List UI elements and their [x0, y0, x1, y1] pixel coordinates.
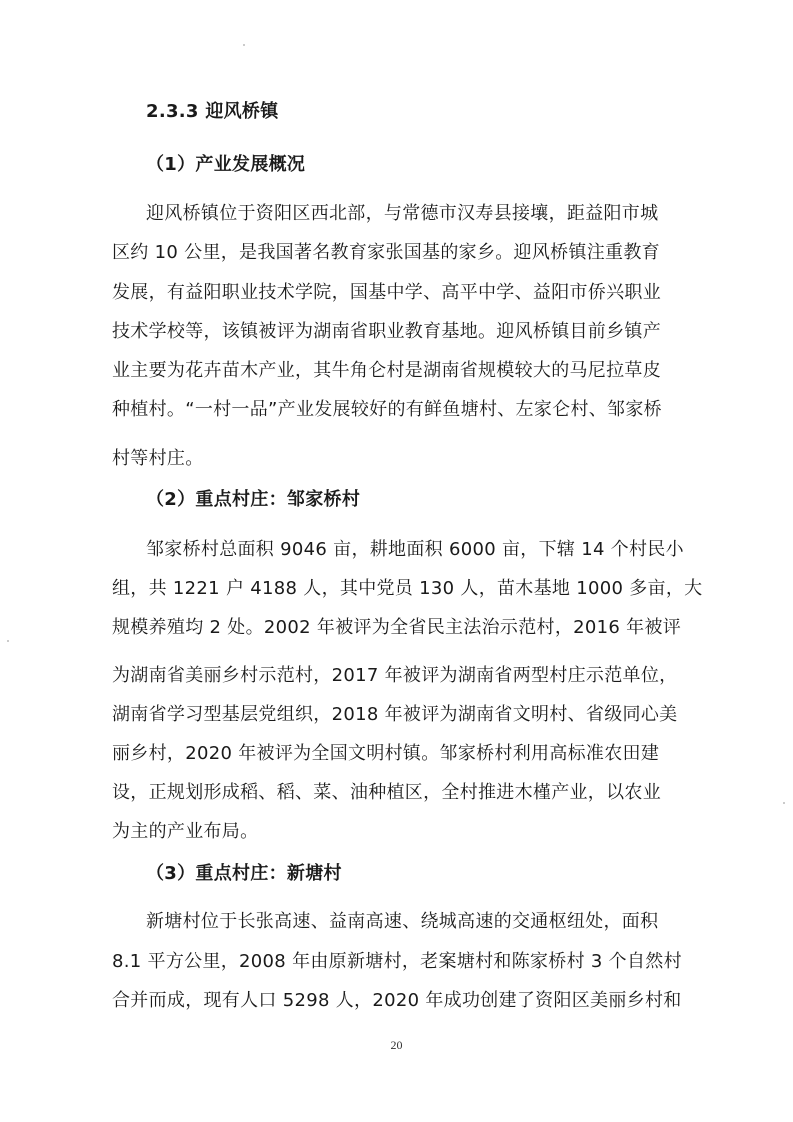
paragraph-line: 邹家桥村总面积 9046 亩，耕地面积 6000 亩，下辖 14 个村民小 — [146, 539, 684, 560]
subsection-heading-2: （2）重点村庄：邹家桥村 — [146, 489, 361, 510]
subsection-heading-1: （1）产业发展概况 — [146, 154, 306, 175]
paragraph-line: 种植村。“一村一品”产业发展较好的有鲜鱼塘村、左家仑村、邹家桥 — [112, 399, 662, 420]
paragraph-line: 区约 10 公里，是我国著名教育家张国基的家乡。迎风桥镇注重教育 — [112, 242, 660, 263]
paragraph-line: 组，共 1221 户 4188 人，其中党员 130 人，苗木基地 1000 多亩，大 — [112, 578, 703, 599]
paragraph-line: 技术学校等，该镇被评为湖南省职业教育基地。迎风桥镇目前乡镇产 — [112, 321, 661, 342]
paragraph-line: 8.1 平方公里，2008 年由原新塘村，老案塘村和陈家桥村 3 个自然村 — [112, 951, 682, 972]
paragraph-line: 为湖南省美丽乡村示范村，2017 年被评为湖南省两型村庄示范单位， — [112, 665, 678, 686]
paragraph-line: 设，正规划形成稻、稻、菜、油种植区，全村推进木槿产业，以农业 — [112, 782, 661, 803]
paragraph-line: 新塘村位于长张高速、益南高速、绕城高速的交通枢纽处，面积 — [146, 911, 659, 932]
paragraph-line: 规模养殖均 2 处。2002 年被评为全省民主法治示范村，2016 年被评 — [112, 617, 682, 638]
paragraph-line: 湖南省学习型基层党组织，2018 年被评为湖南省文明村、省级同心美 — [112, 704, 678, 725]
scan-speck — [7, 640, 9, 642]
paragraph-line: 合并而成，现有人口 5298 人，2020 年成功创建了资阳区美丽乡村和 — [112, 990, 682, 1011]
paragraph-line: 迎风桥镇位于资阳区西北部，与常德市汉寿县接壤，距益阳市城 — [146, 203, 659, 224]
scan-speck — [783, 802, 785, 804]
paragraph-line: 业主要为花卉苗木产业，其牛角仑村是湖南省规模较大的马尼拉草皮 — [112, 360, 661, 381]
subsection-heading-3: （3）重点村庄：新塘村 — [146, 863, 342, 884]
paragraph-line: 村等村庄。 — [112, 448, 204, 469]
section-title: 2.3.3 迎风桥镇 — [146, 101, 279, 122]
page-number: 20 — [390, 1038, 403, 1052]
paragraph-line: 发展，有益阳职业技术学院，国基中学、高平中学、益阳市侨兴职业 — [112, 282, 661, 303]
scan-speck — [243, 44, 245, 46]
paragraph-line: 丽乡村，2020 年被评为全国文明村镇。邹家桥村利用高标准农田建 — [112, 743, 660, 764]
paragraph-line: 为主的产业布局。 — [112, 821, 259, 842]
